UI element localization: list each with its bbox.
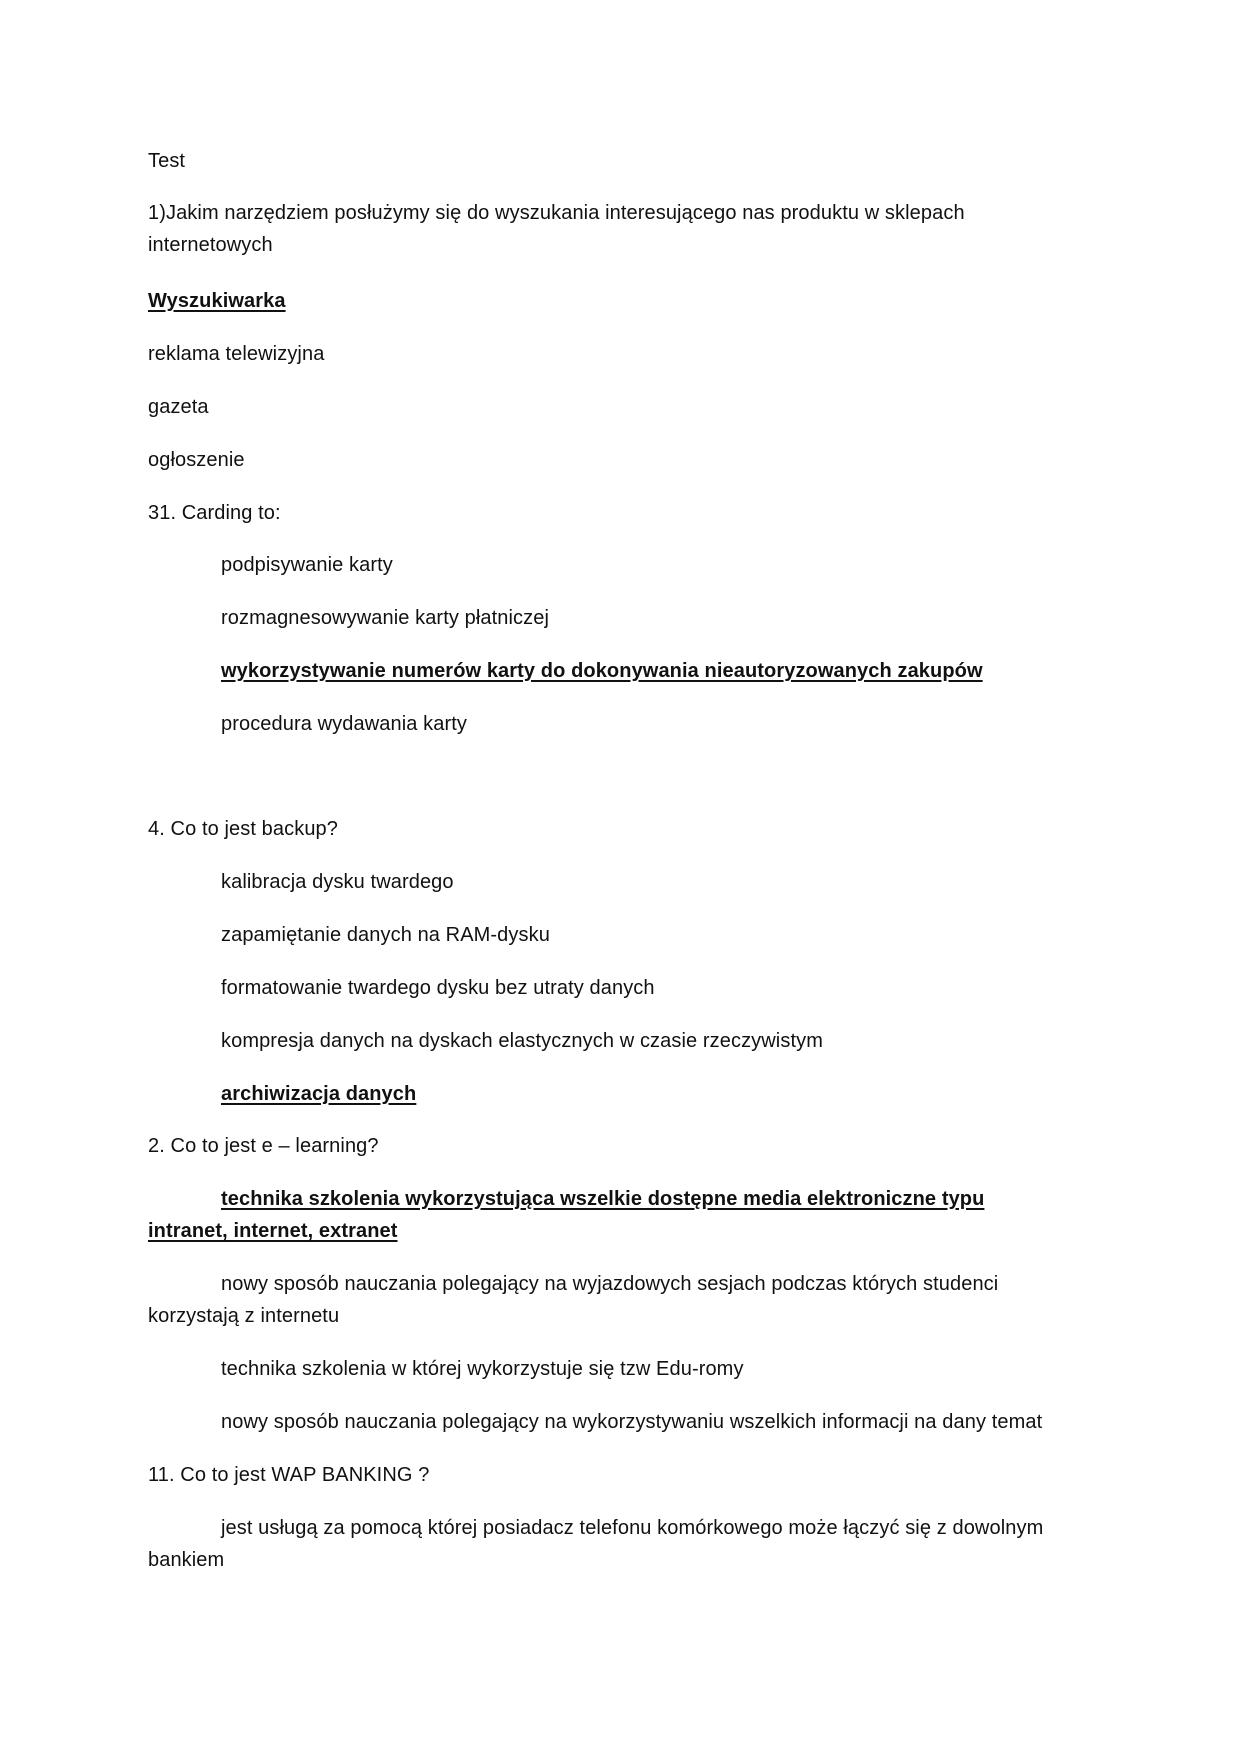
- q4-answer: formatowanie twardego dysku bez utraty danych: [221, 977, 655, 999]
- q4-answer: kompresja danych na dyskach elastycznych w czasie rzeczywistym: [221, 1030, 823, 1052]
- question-4: 4. Co to jest backup?: [148, 818, 338, 840]
- q1-answer-correct: Wyszukiwarka: [148, 290, 286, 312]
- q4-answer-correct: archiwizacja danych: [221, 1083, 417, 1105]
- q2-answer-correct: technika szkolenia wykorzystująca wszelkie dostępne media elektroniczne typu intranet, internet, extranet: [148, 1188, 985, 1242]
- q1-answer: gazeta: [148, 396, 209, 418]
- question-1: 1)Jakim narzędziem posłużymy się do wyszukania interesującego nas produktu w sklepach internetowych: [148, 202, 965, 256]
- question-31: 31. Carding to:: [148, 502, 281, 524]
- q1-answer: reklama telewizyjna: [148, 343, 325, 365]
- q2-answer: technika szkolenia w której wykorzystuje się tzw Edu-romy: [221, 1358, 744, 1380]
- q1-answer: ogłoszenie: [148, 449, 245, 471]
- q31-answer: podpisywanie karty: [221, 554, 393, 576]
- question-2: 2. Co to jest e – learning?: [148, 1135, 379, 1157]
- q31-answer: procedura wydawania karty: [221, 713, 467, 735]
- q2-answer: nowy sposób nauczania polegający na wykorzystywaniu wszelkich informacji na dany temat: [221, 1411, 1043, 1433]
- q4-answer: zapamiętanie danych na RAM-dysku: [221, 924, 550, 946]
- q31-answer-correct: wykorzystywanie numerów karty do dokonywania nieautoryzowanych zakupów: [221, 660, 983, 682]
- document-title: Test: [148, 150, 186, 172]
- q2-answer: nowy sposób nauczania polegający na wyjazdowych sesjach podczas których studenci korzystają z internetu: [148, 1273, 999, 1327]
- q11-answer: jest usługą za pomocą której posiadacz telefonu komórkowego może łączyć się z dowolnym bankiem: [148, 1517, 1044, 1571]
- q4-answer: kalibracja dysku twardego: [221, 871, 454, 893]
- q31-answer: rozmagnesowywanie karty płatniczej: [221, 607, 549, 629]
- question-11: 11. Co to jest WAP BANKING ?: [148, 1464, 430, 1486]
